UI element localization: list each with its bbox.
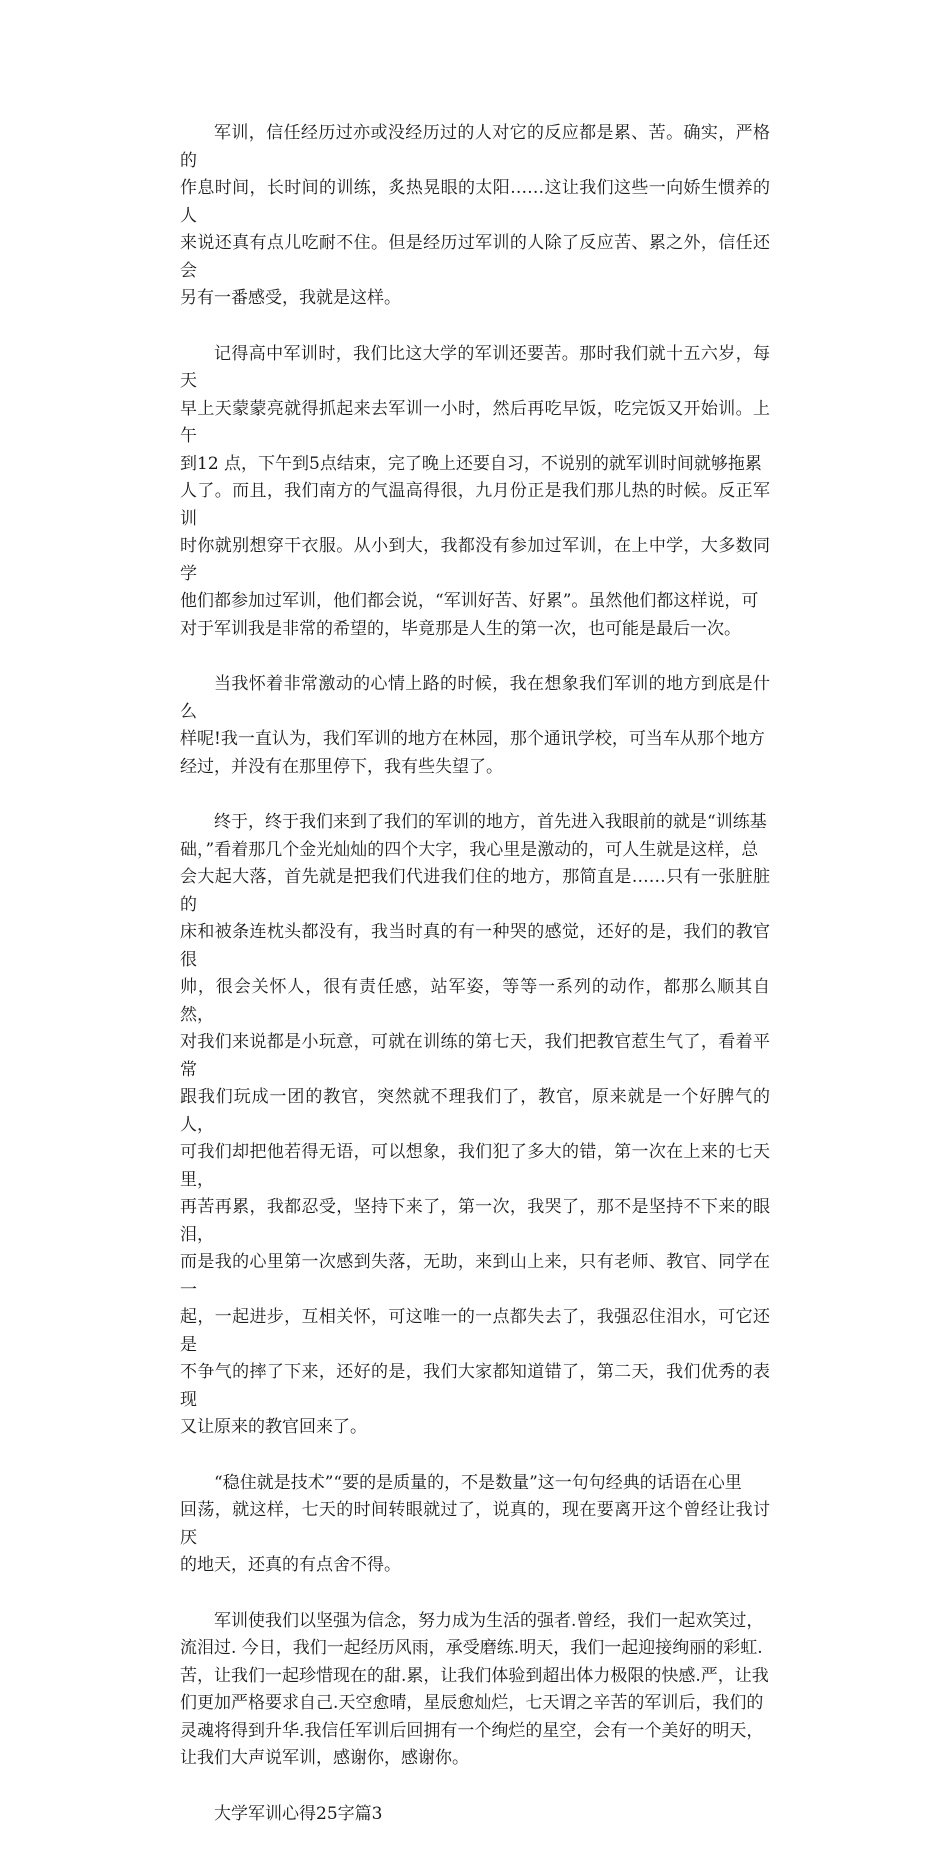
section-heading: 大学军训心得25字篇3 [214,1803,383,1824]
paragraph-2: 记得高中军训时，我们比这大学的军训还要苦。那时我们就十五六岁，每天 早上天蒙蒙亮就得抓起来去军训一小时，然后再吃早饭，吃完饭又开始训。上午 到12 点，下午到5点结束，完了晚上还要自习，不说别的就军训时间就够拖累 人了。而且，我们南方的气温高得很，九月份正是我们那儿热的时候。反正军训 时你就别想穿干衣服。从小到大，我都没有参加过军训，在上中学，大多数同学 他们都参加过军训，他们都会说，“军训好苦、好累”。虽然他们都这样说，可 对于军训我是非常的希望的，毕竟那是人生的第一次，也可能是最后一次。 [180,343,770,639]
paragraph-6: 军训使我们以坚强为信念，努力成为生活的强者.曾经，我们一起欢笑过， 流泪过. 今日，我们一起经历风雨，承受磨练.明天，我们一起迎接绚丽的彩虹. 苦，让我们一起珍惜现在的甜.累，让我们体验到超出体力极限的快感.严，让我 们更加严格要求自己.天空愈晴，星辰愈灿烂，七天谓之辛苦的军训后，我们的 灵魂将得到升华.我信任军训后回拥有一个绚烂的星空，会有一个美好的明天， 让我们大声说军训，感谢你，感谢你。 [180,1610,769,1768]
paragraph-1: 军训，信任经历过亦或没经历过的人对它的反应都是累、苦。确实，严格的 作息时间，长时间的训练，炙热晃眼的太阳……这让我们这些一向娇生惯养的人 来说还真有点儿吃耐不住。但是经历过军训的人除了反应苦、累之外，信任还会 另有一番感受，我就是这样。 [180,123,770,308]
paragraph-5: “稳住就是技术”“要的是质量的，不是数量”这一句句经典的话语在心里 回荡，就这样，七天的时间转眼就过了，说真的，现在要离开这个曾经让我讨厌 的地天，还真的有点舍不得。 [180,1472,770,1575]
paragraph-4: 终于，终于我们来到了我们的军训的地方，首先进入我眼前的就是“训练基 础，”看着那几个金光灿灿的四个大字，我心里是激动的，可人生就是这样，总 会大起大落，首先就是把我们代进我们住的地方，那简直是……只有一张脏脏的 床和被条连枕头都没有，我当时真的有一种哭的感觉，还好的是，我们的教官很 帅，很会关怀人，很有责任感，站军姿，等等一系列的动作，都那么顺其自然， 对我们来说都是小玩意，可就在训练的第七天，我们把教官惹生气了，看着平常 跟我们玩成一团的教官，突然就不理我们了，教官，原来就是一个好脾气的人， 可我们却把他若得无语，可以想象，我们犯了多大的错，第一次在上来的七天里， 再苦再累，我都忍受，坚持下来了，第一次，我哭了，那不是坚持不下来的眼泪， 而是我的心里第一次感到失落，无助，来到山上来，只有老师、教官、同学在一 起，一起进步，互相关怀，可这唯一的一点都失去了，我强忍住泪水，可它还是 不争气的摔了下来，还好的是，我们大家都知道错了，第二天，我们优秀的表现 又让原来的教官回来了。 [180,812,770,1437]
paragraph-3: 当我怀着非常激动的心情上路的时候，我在想象我们军训的地方到底是什么 样呢!我一直认为，我们军训的地方在林园，那个通讯学校，可当车从那个地方 经过，并没有在那里停下，我有些失望了。 [180,674,770,777]
document-page [180,120,770,1856]
